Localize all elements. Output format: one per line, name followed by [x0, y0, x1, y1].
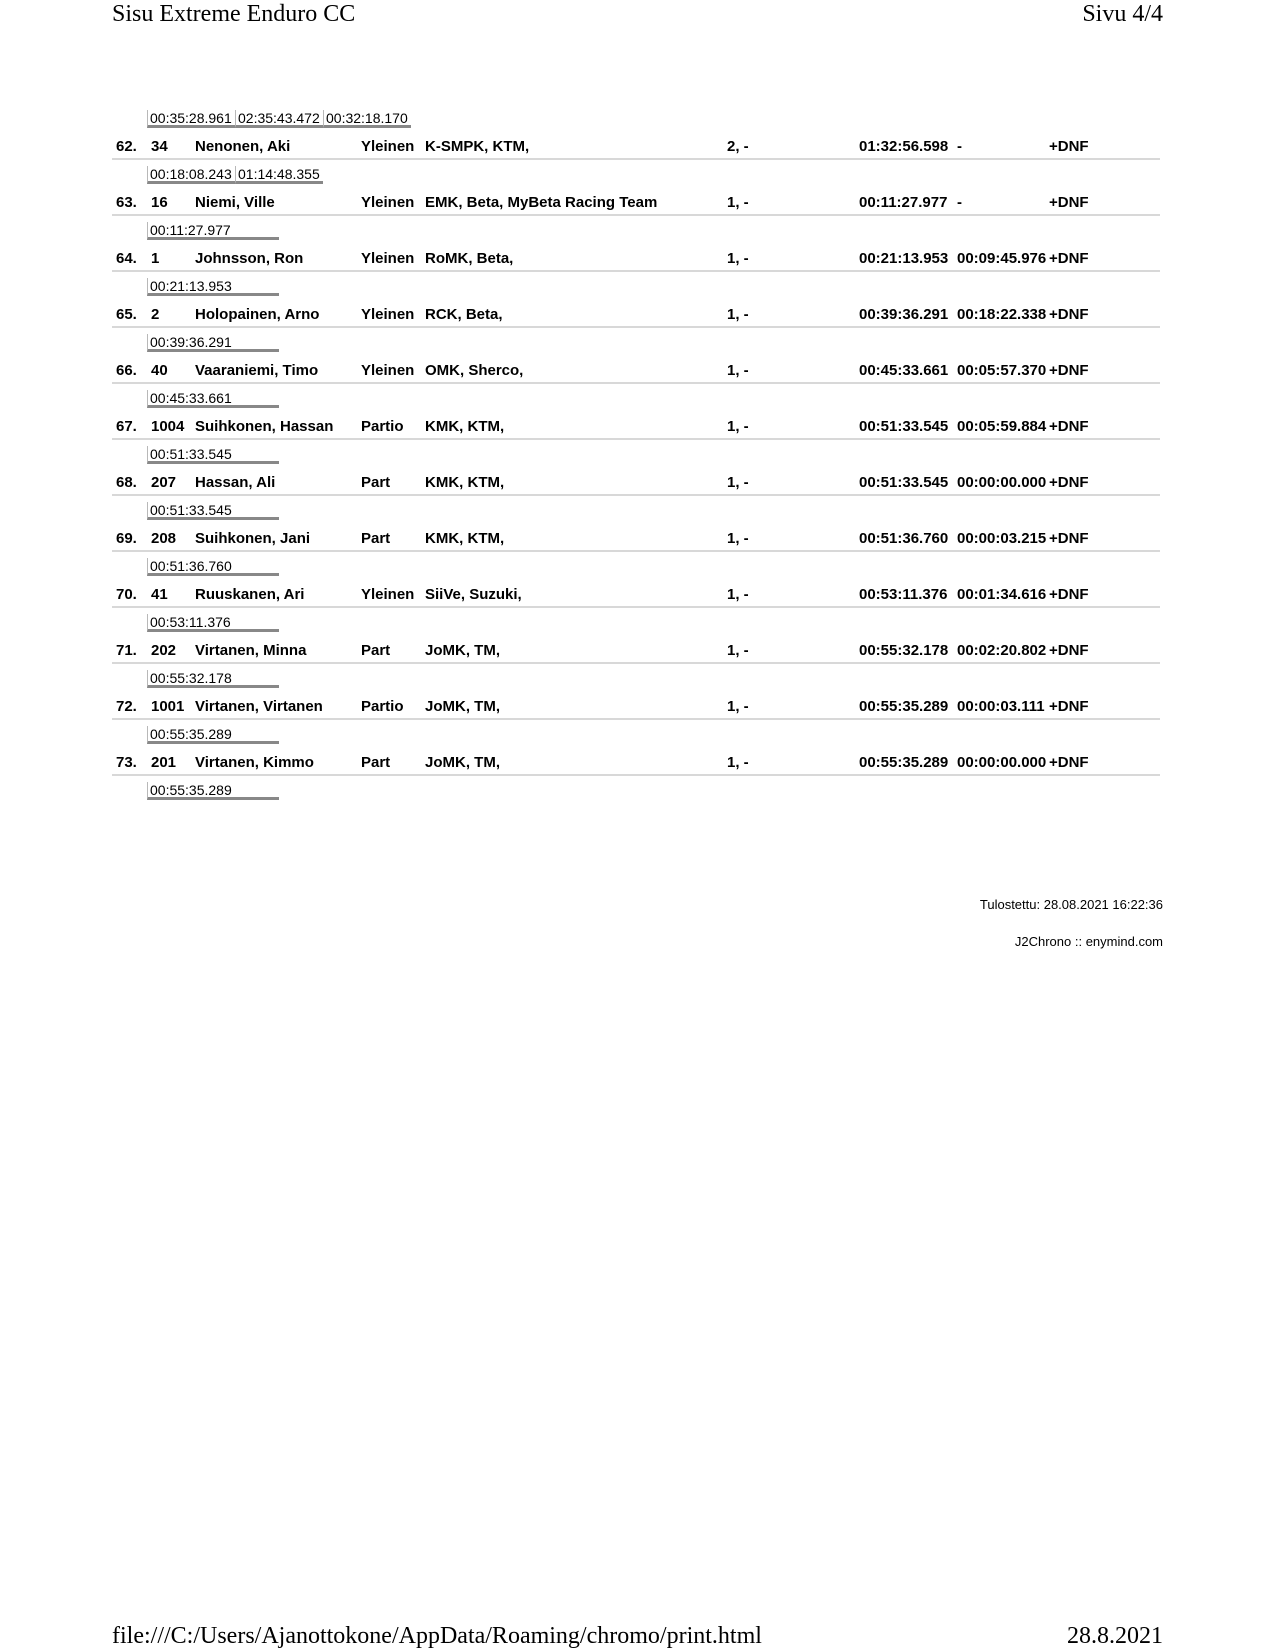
time-difference: - [957, 138, 962, 155]
class: Part [361, 474, 391, 491]
total-time: 00:45:33.661 [859, 362, 949, 379]
time-difference: 00:00:03.111 [957, 698, 1045, 715]
lap-times [112, 272, 1160, 300]
bib-number: 41 [151, 586, 168, 603]
rider-name: Hassan, Ali [195, 474, 276, 491]
position: 65. [116, 306, 137, 323]
lap-time: 00:55:35.289 [147, 782, 279, 800]
position: 66. [116, 362, 137, 379]
lap-times [112, 664, 1160, 692]
lap-times [112, 440, 1160, 468]
laps-completed: 1, - [727, 586, 749, 603]
rider-name: Ruuskanen, Ari [195, 586, 305, 603]
status: +DNF [1049, 586, 1089, 603]
bib-number: 207 [151, 474, 177, 491]
document-title: Sisu Extreme Enduro CC [112, 1, 356, 27]
table-row [112, 748, 1160, 776]
total-time: 00:39:36.291 [859, 306, 949, 323]
lap-time: 00:55:35.289 [147, 726, 279, 744]
table-row [112, 524, 1160, 552]
laps-completed: 1, - [727, 194, 749, 211]
class: Yleinen [361, 250, 415, 267]
status: +DNF [1049, 194, 1089, 211]
printed-timestamp: Tulostettu: 28.08.2021 16:22:36 [979, 897, 1163, 912]
status: +DNF [1049, 138, 1089, 155]
results-table [112, 104, 1160, 804]
rider-name: Holopainen, Arno [195, 306, 320, 323]
position: 63. [116, 194, 137, 211]
lap-time: 00:32:18.170 [323, 110, 411, 128]
bib-number: 40 [151, 362, 168, 379]
lap-time: 00:51:36.760 [147, 558, 279, 576]
laps-completed: 1, - [727, 754, 749, 771]
class: Yleinen [361, 194, 415, 211]
class: Partio [361, 698, 404, 715]
table-row [112, 356, 1160, 384]
status: +DNF [1049, 306, 1089, 323]
time-difference: 00:05:59.884 [957, 418, 1047, 435]
class: Part [361, 530, 391, 547]
table-row [112, 300, 1160, 328]
class: Part [361, 642, 391, 659]
laps-completed: 1, - [727, 474, 749, 491]
laps-completed: 2, - [727, 138, 749, 155]
bib-number: 16 [151, 194, 168, 211]
laps-completed: 1, - [727, 530, 749, 547]
rider-name: Virtanen, Kimmo [195, 754, 314, 771]
bib-number: 202 [151, 642, 177, 659]
club-and-make: K-SMPK, KTM, [425, 138, 530, 155]
rider-name: Virtanen, Virtanen [195, 698, 323, 715]
time-difference: - [957, 194, 962, 211]
lap-time: 00:18:08.243 [147, 166, 235, 184]
status: +DNF [1049, 642, 1089, 659]
position: 64. [116, 250, 137, 267]
time-difference: 00:00:03.215 [957, 530, 1047, 547]
lap-time: 00:51:33.545 [147, 446, 279, 464]
lap-time: 00:55:32.178 [147, 670, 279, 688]
bib-number: 1 [151, 250, 160, 267]
club-and-make: RoMK, Beta, [425, 250, 514, 267]
table-row [112, 636, 1160, 664]
page-number: Sivu 4/4 [1082, 1, 1163, 27]
table-row [112, 412, 1160, 440]
time-difference: 00:02:20.802 [957, 642, 1047, 659]
lap-time: 00:53:11.376 [147, 614, 279, 632]
position: 71. [116, 642, 137, 659]
time-difference: 00:18:22.338 [957, 306, 1047, 323]
table-row [112, 132, 1160, 160]
total-time: 00:21:13.953 [859, 250, 949, 267]
footer-date: 28.8.2021 [1067, 1623, 1163, 1649]
table-row [112, 692, 1160, 720]
total-time: 00:51:36.760 [859, 530, 949, 547]
bib-number: 1001 [151, 698, 185, 715]
rider-name: Suihkonen, Hassan [195, 418, 334, 435]
laps-completed: 1, - [727, 250, 749, 267]
table-row [112, 468, 1160, 496]
status: +DNF [1049, 418, 1089, 435]
club-and-make: OMK, Sherco, [425, 362, 524, 379]
club-and-make: RCK, Beta, [425, 306, 503, 323]
time-difference: 00:00:00.000 [957, 474, 1047, 491]
lap-times [112, 216, 1160, 244]
lap-times [112, 720, 1160, 748]
class: Yleinen [361, 306, 415, 323]
lap-time: 01:14:48.355 [235, 166, 323, 184]
bib-number: 2 [151, 306, 160, 323]
time-difference: 00:01:34.616 [957, 586, 1047, 603]
position: 67. [116, 418, 137, 435]
club-and-make: KMK, KTM, [425, 418, 505, 435]
laps-completed: 1, - [727, 642, 749, 659]
status: +DNF [1049, 698, 1089, 715]
lap-times [112, 384, 1160, 412]
rider-name: Niemi, Ville [195, 194, 275, 211]
total-time: 00:11:27.977 [859, 194, 948, 211]
footer-url: file:///C:/Users/Ajanottokone/AppData/Roaming/chromo/print.html [112, 1623, 762, 1649]
total-time: 00:51:33.545 [859, 418, 949, 435]
bib-number: 208 [151, 530, 177, 547]
lap-time: 02:35:43.472 [235, 110, 323, 128]
total-time: 00:51:33.545 [859, 474, 949, 491]
lap-times [112, 328, 1160, 356]
lap-time: 00:51:33.545 [147, 502, 279, 520]
status: +DNF [1049, 530, 1089, 547]
lap-times [112, 552, 1160, 580]
total-time: 00:53:11.376 [859, 586, 948, 603]
class: Yleinen [361, 362, 415, 379]
laps-completed: 1, - [727, 306, 749, 323]
position: 72. [116, 698, 137, 715]
table-row [112, 188, 1160, 216]
total-time: 01:32:56.598 [859, 138, 949, 155]
status: +DNF [1049, 250, 1089, 267]
class: Yleinen [361, 586, 415, 603]
total-time: 00:55:35.289 [859, 754, 949, 771]
total-time: 00:55:32.178 [859, 642, 949, 659]
class: Partio [361, 418, 404, 435]
laps-completed: 1, - [727, 362, 749, 379]
class: Part [361, 754, 391, 771]
class: Yleinen [361, 138, 415, 155]
software-credit: J2Chrono :: enymind.com [1014, 934, 1163, 949]
bib-number: 201 [151, 754, 177, 771]
position: 68. [116, 474, 137, 491]
table-row [112, 580, 1160, 608]
position: 70. [116, 586, 137, 603]
rider-name: Suihkonen, Jani [195, 530, 311, 547]
laps-completed: 1, - [727, 418, 749, 435]
lap-times [112, 776, 1160, 804]
position: 73. [116, 754, 137, 771]
time-difference: 00:09:45.976 [957, 250, 1047, 267]
rider-name: Johnsson, Ron [195, 250, 304, 267]
time-difference: 00:05:57.370 [957, 362, 1047, 379]
lap-time: 00:45:33.661 [147, 390, 279, 408]
status: +DNF [1049, 362, 1089, 379]
lap-time: 00:39:36.291 [147, 334, 279, 352]
club-and-make: KMK, KTM, [425, 530, 505, 547]
lap-times [112, 608, 1160, 636]
position: 69. [116, 530, 137, 547]
bib-number: 34 [151, 138, 168, 155]
bib-number: 1004 [151, 418, 185, 435]
status: +DNF [1049, 754, 1089, 771]
lap-times [112, 160, 1160, 188]
total-time: 00:55:35.289 [859, 698, 949, 715]
club-and-make: JoMK, TM, [425, 698, 500, 715]
laps-completed: 1, - [727, 698, 749, 715]
rider-name: Virtanen, Minna [195, 642, 307, 659]
lap-time: 00:21:13.953 [147, 278, 279, 296]
club-and-make: JoMK, TM, [425, 642, 500, 659]
table-row [112, 244, 1160, 272]
lap-times [112, 104, 1160, 132]
time-difference: 00:00:00.000 [957, 754, 1047, 771]
lap-time: 00:35:28.961 [147, 110, 235, 128]
club-and-make: SiiVe, Suzuki, [425, 586, 522, 603]
club-and-make: KMK, KTM, [425, 474, 505, 491]
lap-time: 00:11:27.977 [147, 222, 279, 240]
lap-times [112, 496, 1160, 524]
rider-name: Vaaraniemi, Timo [195, 362, 319, 379]
status: +DNF [1049, 474, 1089, 491]
rider-name: Nenonen, Aki [195, 138, 291, 155]
position: 62. [116, 138, 137, 155]
club-and-make: EMK, Beta, MyBeta Racing Team [425, 194, 658, 211]
club-and-make: JoMK, TM, [425, 754, 500, 771]
